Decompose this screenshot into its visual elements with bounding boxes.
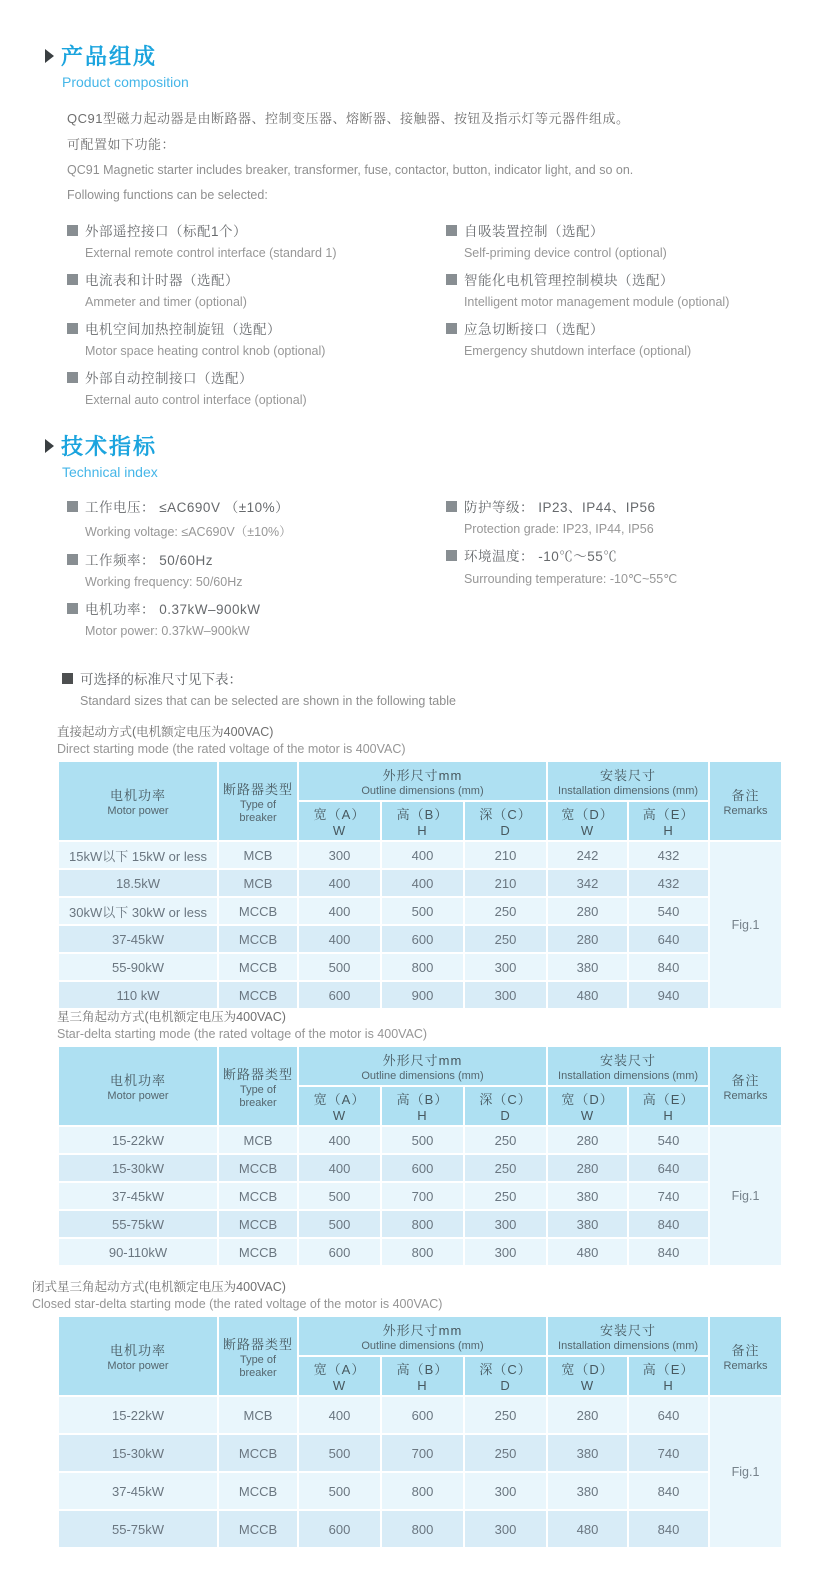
table-cell: 432 [629, 870, 708, 896]
table-cell: 840 [629, 954, 708, 980]
table-cell: 280 [548, 926, 627, 952]
table-cell: MCCB [219, 1183, 297, 1209]
spec-en: Working frequency: 50/60Hz [85, 575, 243, 589]
col-motor-power: 电机功率 Motor power [59, 1047, 217, 1125]
table-cell: MCCB [219, 1211, 297, 1237]
intro-paragraphs [67, 106, 790, 208]
square-bullet-icon [446, 550, 457, 561]
dimensions-table [57, 1315, 783, 1549]
table-caption-en: Closed star-delta starting mode (the rated voltage of the motor is 400VAC) [32, 1297, 443, 1311]
section-title-en: Product composition [62, 74, 189, 90]
table-cell: MCCB [219, 1155, 297, 1181]
table-row [59, 1127, 781, 1153]
feature-en: Ammeter and timer (optional) [85, 295, 247, 309]
table-cell: 400 [382, 870, 463, 896]
table-cell: 30kW以下 30kW or less [59, 898, 217, 924]
table-cell: MCB [219, 870, 297, 896]
feature-item [67, 269, 446, 309]
table-block-closed-star-delta [32, 1277, 771, 1549]
feature-en: External remote control interface (standard 1) [85, 246, 337, 260]
table-cell: 900 [382, 982, 463, 1008]
table-row [59, 1239, 781, 1265]
feature-zh: 电机空间加热控制旋钮（选配） [85, 322, 281, 337]
spec-item [67, 496, 446, 540]
table-cell: 250 [465, 1155, 546, 1181]
feature-en: External auto control interface (optional) [85, 393, 307, 407]
table-cell: 800 [382, 1473, 463, 1509]
table-caption-zh: 直接起动方式(电机额定电压为400VAC) [57, 725, 274, 739]
table-cell: 250 [465, 1435, 546, 1471]
table-cell: MCCB [219, 954, 297, 980]
table-cell: 540 [629, 898, 708, 924]
feature-en: Self-priming device control (optional) [463, 246, 667, 260]
table-cell: 400 [299, 1397, 380, 1433]
table-caption-zh: 闭式星三角起动方式(电机额定电压为400VAC) [32, 1280, 286, 1294]
feature-item [446, 220, 790, 260]
table-cell: 15-22kW [59, 1397, 217, 1433]
table-cell: 210 [465, 870, 546, 896]
col-width-a: 宽（A） W [299, 1357, 380, 1395]
spec-zh: 电机功率： 0.37kW–900kW [85, 602, 261, 617]
table-cell: 15-22kW [59, 1127, 217, 1153]
square-bullet-icon [67, 554, 78, 565]
table-block-star-delta [57, 1007, 771, 1267]
table-cell: 280 [548, 1155, 627, 1181]
table-cell: 640 [629, 1397, 708, 1433]
spec-item [67, 598, 446, 638]
col-width-a: 宽（A） W [299, 802, 380, 840]
table-cell: 640 [629, 1155, 708, 1181]
col-installation-dimensions: 安装尺寸 Installation dimensions (mm) [548, 762, 708, 800]
col-motor-power: 电机功率 Motor power [59, 762, 217, 840]
square-bullet-icon [67, 274, 78, 285]
table-cell: 300 [465, 1211, 546, 1237]
table-cell: 110 kW [59, 982, 217, 1008]
table-cell: 400 [299, 898, 380, 924]
feature-zh: 自吸装置控制（选配） [463, 224, 604, 239]
table-cell: 18.5kW [59, 870, 217, 896]
table-cell: 15-30kW [59, 1435, 217, 1471]
table-cell: 600 [382, 926, 463, 952]
col-width-d: 宽（D） W [548, 802, 627, 840]
spec-column-left [67, 496, 446, 647]
table-row [59, 1511, 781, 1547]
table-cell: 400 [382, 842, 463, 868]
table-cell: 300 [299, 842, 380, 868]
table-cell: 500 [299, 954, 380, 980]
dimensions-table [57, 760, 783, 1010]
col-height-b: 高（B） H [382, 1087, 463, 1125]
triangle-marker-icon [45, 49, 54, 63]
table-cell: 500 [299, 1183, 380, 1209]
table-cell: 250 [465, 1127, 546, 1153]
table-cell: 15kW以下 15kW or less [59, 842, 217, 868]
table-cell: 90-110kW [59, 1239, 217, 1265]
table-cell: MCCB [219, 982, 297, 1008]
table-cell: MCCB [219, 926, 297, 952]
table-row [59, 926, 781, 952]
table-cell: 400 [299, 1155, 380, 1181]
table-cell: 432 [629, 842, 708, 868]
col-installation-dimensions: 安装尺寸 Installation dimensions (mm) [548, 1317, 708, 1355]
col-depth-c: 深（C） D [465, 1357, 546, 1395]
feature-item [446, 269, 790, 309]
section-title-row [45, 40, 790, 71]
square-bullet-icon [446, 274, 457, 285]
square-bullet-icon [67, 225, 78, 236]
col-breaker-type: 断路器类型 Type of breaker [219, 762, 297, 840]
table-cell: 800 [382, 1211, 463, 1237]
table-cell: 250 [465, 1183, 546, 1209]
table-cell: 700 [382, 1183, 463, 1209]
note-en: Standard sizes that can be selected are shown in the following table [80, 694, 456, 708]
table-row [59, 1155, 781, 1181]
col-outline-dimensions: 外形尺寸mm Outline dimensions (mm) [299, 1047, 546, 1085]
table-cell: 840 [629, 1473, 708, 1509]
feature-item [67, 367, 446, 407]
table-cell: 600 [382, 1397, 463, 1433]
section-product-composition [45, 40, 790, 416]
section-title-zh: 技术指标 [61, 434, 158, 459]
table-cell: 700 [382, 1435, 463, 1471]
table-cell: 500 [382, 898, 463, 924]
square-bullet-icon [446, 323, 457, 334]
feature-en: Motor space heating control knob (optional) [85, 344, 326, 358]
table-row [59, 1435, 781, 1471]
table-cell: MCCB [219, 1435, 297, 1471]
table-row [59, 1397, 781, 1433]
table-cell: 210 [465, 842, 546, 868]
table-row [59, 1473, 781, 1509]
square-bullet-icon [67, 501, 78, 512]
col-outline-dimensions: 外形尺寸mm Outline dimensions (mm) [299, 762, 546, 800]
table-cell: 500 [299, 1435, 380, 1471]
table-block-direct-starting [57, 722, 771, 1010]
feature-zh: 智能化电机管理控制模块（选配） [463, 273, 674, 288]
table-cell: MCCB [219, 1473, 297, 1509]
feature-zh: 外部遥控接口（标配1个） [85, 224, 248, 239]
table-cell: 400 [299, 870, 380, 896]
table-cell: 600 [299, 1239, 380, 1265]
table-cell: 400 [299, 1127, 380, 1153]
table-cell: MCB [219, 1127, 297, 1153]
col-outline-dimensions: 外形尺寸mm Outline dimensions (mm) [299, 1317, 546, 1355]
table-caption-zh: 星三角起动方式(电机额定电压为400VAC) [57, 1010, 286, 1024]
dimensions-table [57, 1045, 783, 1267]
col-breaker-type: 断路器类型 Type of breaker [219, 1317, 297, 1395]
table-cell: 37-45kW [59, 1183, 217, 1209]
table-cell: 940 [629, 982, 708, 1008]
square-bullet-icon [446, 501, 457, 512]
col-depth-c: 深（C） D [465, 1087, 546, 1125]
col-installation-dimensions: 安装尺寸 Installation dimensions (mm) [548, 1047, 708, 1085]
spec-zh: 防护等级： IP23、IP44、IP56 [463, 500, 656, 515]
remarks-cell: Fig.1 [710, 1127, 781, 1265]
table-cell: MCCB [219, 898, 297, 924]
col-width-a: 宽（A） W [299, 1087, 380, 1125]
col-remarks: 备注 Remarks [710, 1317, 781, 1395]
table-cell: 300 [465, 954, 546, 980]
triangle-marker-icon [45, 439, 54, 453]
square-bullet-icon [67, 603, 78, 614]
col-height-e: 高（E） H [629, 1087, 708, 1125]
col-remarks: 备注 Remarks [710, 1047, 781, 1125]
col-width-d: 宽（D） W [548, 1357, 627, 1395]
spec-item [446, 545, 790, 586]
feature-column-left [67, 220, 446, 416]
table-cell: 380 [548, 1211, 627, 1237]
table-cell: 250 [465, 926, 546, 952]
section-technical-index [45, 430, 790, 647]
table-cell: 380 [548, 1183, 627, 1209]
table-cell: 540 [629, 1127, 708, 1153]
square-bullet-icon [67, 372, 78, 383]
table-cell: 280 [548, 1397, 627, 1433]
table-cell: MCCB [219, 1239, 297, 1265]
col-height-e: 高（E） H [629, 802, 708, 840]
table-cell: 740 [629, 1183, 708, 1209]
feature-zh: 电流表和计时器（选配） [85, 273, 239, 288]
col-width-d: 宽（D） W [548, 1087, 627, 1125]
table-cell: 400 [299, 926, 380, 952]
table-row [59, 1183, 781, 1209]
square-bullet-icon [67, 323, 78, 334]
section-title-en: Technical index [62, 464, 158, 480]
table-cell: 800 [382, 954, 463, 980]
table-cell: 640 [629, 926, 708, 952]
table-cell: 250 [465, 898, 546, 924]
table-row [59, 870, 781, 896]
spec-columns [67, 496, 790, 647]
feature-zh: 应急切断接口（选配） [463, 322, 604, 337]
table-cell: 37-45kW [59, 1473, 217, 1509]
feature-columns [67, 220, 790, 416]
table-cell: 480 [548, 1511, 627, 1547]
spec-en: Motor power: 0.37kW–900kW [85, 624, 250, 638]
table-cell: 242 [548, 842, 627, 868]
table-row [59, 982, 781, 1008]
table-cell: 55-75kW [59, 1211, 217, 1237]
table-cell: 500 [382, 1127, 463, 1153]
spec-en: Surrounding temperature: -10℃~55℃ [463, 572, 678, 586]
intro-zh-1: QC91型磁力起动器是由断路器、控制变压器、熔断器、接触器、按钮及指示灯等元器件组成。 [67, 111, 630, 126]
table-cell: 600 [299, 982, 380, 1008]
spec-zh: 工作频率： 50/60Hz [85, 553, 214, 568]
table-cell: 800 [382, 1511, 463, 1547]
spec-zh: 环境温度： -10℃～55℃ [463, 549, 618, 564]
col-height-e: 高（E） H [629, 1357, 708, 1395]
table-cell: 840 [629, 1239, 708, 1265]
feature-en: Emergency shutdown interface (optional) [463, 344, 692, 358]
feature-item [67, 318, 446, 358]
table-row [59, 842, 781, 868]
table-cell: MCB [219, 1397, 297, 1433]
table-cell: 250 [465, 1397, 546, 1433]
table-caption-en: Star-delta starting mode (the rated voltage of the motor is 400VAC) [57, 1027, 428, 1041]
spec-column-right [446, 496, 790, 647]
table-cell: 380 [548, 1435, 627, 1471]
section-title-row [45, 430, 790, 461]
table-row [59, 898, 781, 924]
table-cell: 55-75kW [59, 1511, 217, 1547]
table-cell: 600 [299, 1511, 380, 1547]
spec-zh: 工作电压： ≤AC690V （±10%） [85, 500, 290, 515]
table-cell: 300 [465, 982, 546, 1008]
col-breaker-type: 断路器类型 Type of breaker [219, 1047, 297, 1125]
feature-item [446, 318, 790, 358]
spec-item [67, 549, 446, 589]
table-cell: 500 [299, 1211, 380, 1237]
square-bullet-icon [446, 225, 457, 236]
table-cell: 500 [299, 1473, 380, 1509]
table-cell: 280 [548, 898, 627, 924]
table-cell: 480 [548, 1239, 627, 1265]
feature-zh: 外部自动控制接口（选配） [85, 371, 253, 386]
table-cell: 740 [629, 1435, 708, 1471]
col-remarks: 备注 Remarks [710, 762, 781, 840]
table-cell: 300 [465, 1239, 546, 1265]
table-cell: 15-30kW [59, 1155, 217, 1181]
table-cell: 600 [382, 1155, 463, 1181]
standard-sizes-note [62, 668, 456, 708]
table-cell: 37-45kW [59, 926, 217, 952]
feature-en: Intelligent motor management module (optional) [463, 295, 730, 309]
spec-en: Protection grade: IP23, IP44, IP56 [463, 522, 654, 536]
col-depth-c: 深（C） D [465, 802, 546, 840]
table-caption-en: Direct starting mode (the rated voltage of the motor is 400VAC) [57, 742, 406, 756]
table-cell: 380 [548, 1473, 627, 1509]
note-zh: 可选择的标准尺寸见下表： [80, 672, 242, 687]
table-cell: 300 [465, 1473, 546, 1509]
feature-column-right [446, 220, 790, 416]
table-cell: 300 [465, 1511, 546, 1547]
table-cell: MCB [219, 842, 297, 868]
col-height-b: 高（B） H [382, 1357, 463, 1395]
spec-item [446, 496, 790, 536]
section-title-zh: 产品组成 [61, 44, 158, 69]
table-cell: 55-90kW [59, 954, 217, 980]
table-row [59, 1211, 781, 1237]
table-cell: 280 [548, 1127, 627, 1153]
intro-en-2: Following functions can be selected: [67, 188, 268, 202]
table-cell: 800 [382, 1239, 463, 1265]
table-cell: 840 [629, 1211, 708, 1237]
remarks-cell: Fig.1 [710, 842, 781, 1008]
col-motor-power: 电机功率 Motor power [59, 1317, 217, 1395]
square-bullet-icon [62, 673, 73, 684]
table-cell: 380 [548, 954, 627, 980]
intro-zh-2: 可配置如下功能： [67, 137, 176, 152]
remarks-cell: Fig.1 [710, 1397, 781, 1547]
table-row [59, 954, 781, 980]
table-cell: 342 [548, 870, 627, 896]
table-cell: 480 [548, 982, 627, 1008]
feature-item [67, 220, 446, 260]
intro-en-1: QC91 Magnetic starter includes breaker, transformer, fuse, contactor, button, indicator light, and so on. [67, 163, 634, 177]
spec-en: Working voltage: ≤AC690V（±10%） [85, 525, 292, 539]
col-height-b: 高（B） H [382, 802, 463, 840]
table-cell: 840 [629, 1511, 708, 1547]
table-cell: MCCB [219, 1511, 297, 1547]
